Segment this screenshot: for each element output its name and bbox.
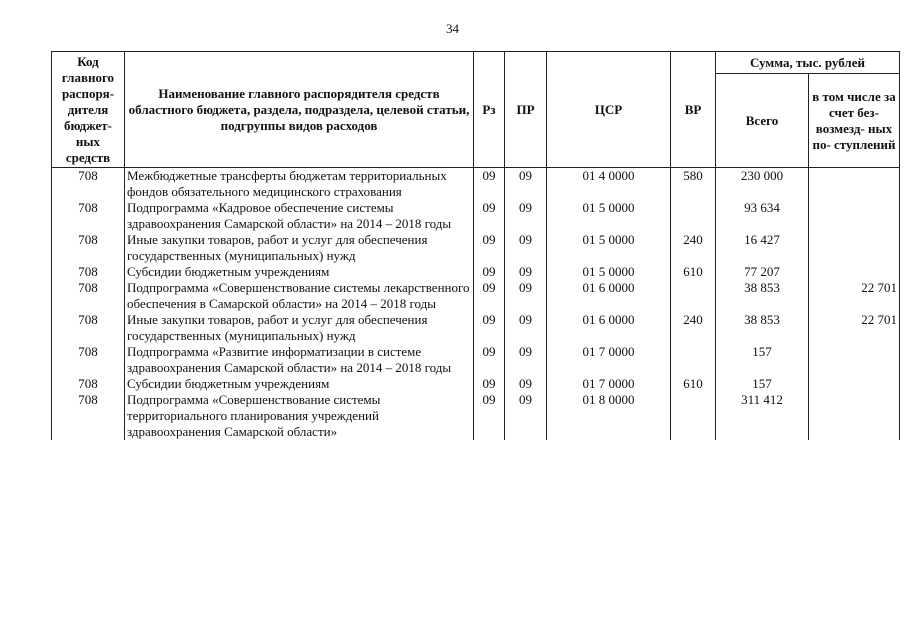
row-name: Иные закупки товаров, работ и услуг для обеспечения государственных (муниципальных) нужд <box>125 312 474 344</box>
header-sum: Сумма, тыс. рублей <box>716 52 900 74</box>
row-pr: 09 <box>505 168 547 201</box>
row-vr: 580 <box>671 168 716 201</box>
header-free: в том числе за счет без- возмезд- ных по- ступлений <box>809 74 900 168</box>
row-free: 22 701 <box>809 280 900 312</box>
table-body <box>52 168 900 441</box>
page-number: 34 <box>446 21 459 36</box>
row-free <box>809 344 900 376</box>
row-name: Иные закупки товаров, работ и услуг для обеспечения государственных (муниципальных) нужд <box>125 232 474 264</box>
row-csr: 01 5 0000 <box>547 200 671 232</box>
row-pr: 09 <box>505 392 547 440</box>
row-vr <box>671 280 716 312</box>
row-csr: 01 7 0000 <box>547 376 671 392</box>
header-name: Наименование главного распорядителя средств областного бюджета, раздела, подраздела, целевой статьи, подгруппы видов расходов <box>125 52 474 168</box>
row-rz: 09 <box>474 168 505 201</box>
row-code: 708 <box>52 264 125 280</box>
row-name: Подпрограмма «Развитие информатизации в системе здравоохранения Самарской области» на 2014 – 2018 годы <box>125 344 474 376</box>
row-free <box>809 264 900 280</box>
row-name: Подпрограмма «Совершенствование системы территориального планирования учреждений здравоохранения Самарской области» <box>125 392 474 440</box>
row-csr: 01 5 0000 <box>547 232 671 264</box>
row-vr <box>671 344 716 376</box>
row-free <box>809 392 900 440</box>
row-total: 38 853 <box>716 312 809 344</box>
row-vr: 240 <box>671 312 716 344</box>
row-code: 708 <box>52 312 125 344</box>
row-csr: 01 6 0000 <box>547 280 671 312</box>
row-rz: 09 <box>474 376 505 392</box>
row-pr: 09 <box>505 200 547 232</box>
row-rz: 09 <box>474 392 505 440</box>
row-total: 157 <box>716 376 809 392</box>
row-total: 157 <box>716 344 809 376</box>
row-free <box>809 232 900 264</box>
row-total: 16 427 <box>716 232 809 264</box>
row-vr: 610 <box>671 264 716 280</box>
row-name: Подпрограмма «Кадровое обеспечение системы здравоохранения Самарской области» на 2014 – 2018 годы <box>125 200 474 232</box>
row-vr <box>671 392 716 440</box>
table-row <box>52 232 900 264</box>
row-rz: 09 <box>474 344 505 376</box>
row-free: 22 701 <box>809 312 900 344</box>
row-code: 708 <box>52 376 125 392</box>
row-csr: 01 6 0000 <box>547 312 671 344</box>
row-code: 708 <box>52 280 125 312</box>
table-row <box>52 344 900 376</box>
row-free <box>809 168 900 201</box>
row-pr: 09 <box>505 312 547 344</box>
row-pr: 09 <box>505 344 547 376</box>
table-row <box>52 312 900 344</box>
row-rz: 09 <box>474 312 505 344</box>
table-row <box>52 280 900 312</box>
row-rz: 09 <box>474 232 505 264</box>
row-free <box>809 200 900 232</box>
row-pr: 09 <box>505 376 547 392</box>
header-total: Всего <box>716 74 809 168</box>
header-rz: Рз <box>474 52 505 168</box>
row-total: 230 000 <box>716 168 809 201</box>
row-code: 708 <box>52 232 125 264</box>
header-vr: ВР <box>671 52 716 168</box>
row-code: 708 <box>52 344 125 376</box>
row-pr: 09 <box>505 280 547 312</box>
row-pr: 09 <box>505 232 547 264</box>
row-csr: 01 5 0000 <box>547 264 671 280</box>
row-name: Подпрограмма «Совершенствование системы лекарственного обеспечения в Самарской области» на 2014 – 2018 годы <box>125 280 474 312</box>
table-row <box>52 200 900 232</box>
budget-table <box>51 51 900 440</box>
row-vr: 240 <box>671 232 716 264</box>
row-name: Субсидии бюджетным учреждениям <box>125 376 474 392</box>
row-code: 708 <box>52 392 125 440</box>
row-name: Межбюджетные трансферты бюджетам территориальных фондов обязательного медицинского страхования <box>125 168 474 201</box>
row-rz: 09 <box>474 200 505 232</box>
row-total: 93 634 <box>716 200 809 232</box>
header-pr: ПР <box>505 52 547 168</box>
row-name: Субсидии бюджетным учреждениям <box>125 264 474 280</box>
row-code: 708 <box>52 168 125 201</box>
table-row <box>52 264 900 280</box>
row-vr: 610 <box>671 376 716 392</box>
row-total: 311 412 <box>716 392 809 440</box>
row-csr: 01 7 0000 <box>547 344 671 376</box>
row-vr <box>671 200 716 232</box>
row-free <box>809 376 900 392</box>
table-row <box>52 376 900 392</box>
row-csr: 01 4 0000 <box>547 168 671 201</box>
header-csr: ЦСР <box>547 52 671 168</box>
header-code: Код главного распоря- дителя бюджет- ных средств <box>52 52 125 168</box>
row-pr: 09 <box>505 264 547 280</box>
row-total: 77 207 <box>716 264 809 280</box>
row-rz: 09 <box>474 280 505 312</box>
table-row <box>52 168 900 201</box>
table-row <box>52 392 900 440</box>
row-code: 708 <box>52 200 125 232</box>
row-total: 38 853 <box>716 280 809 312</box>
table-header <box>52 52 900 168</box>
row-csr: 01 8 0000 <box>547 392 671 440</box>
row-rz: 09 <box>474 264 505 280</box>
